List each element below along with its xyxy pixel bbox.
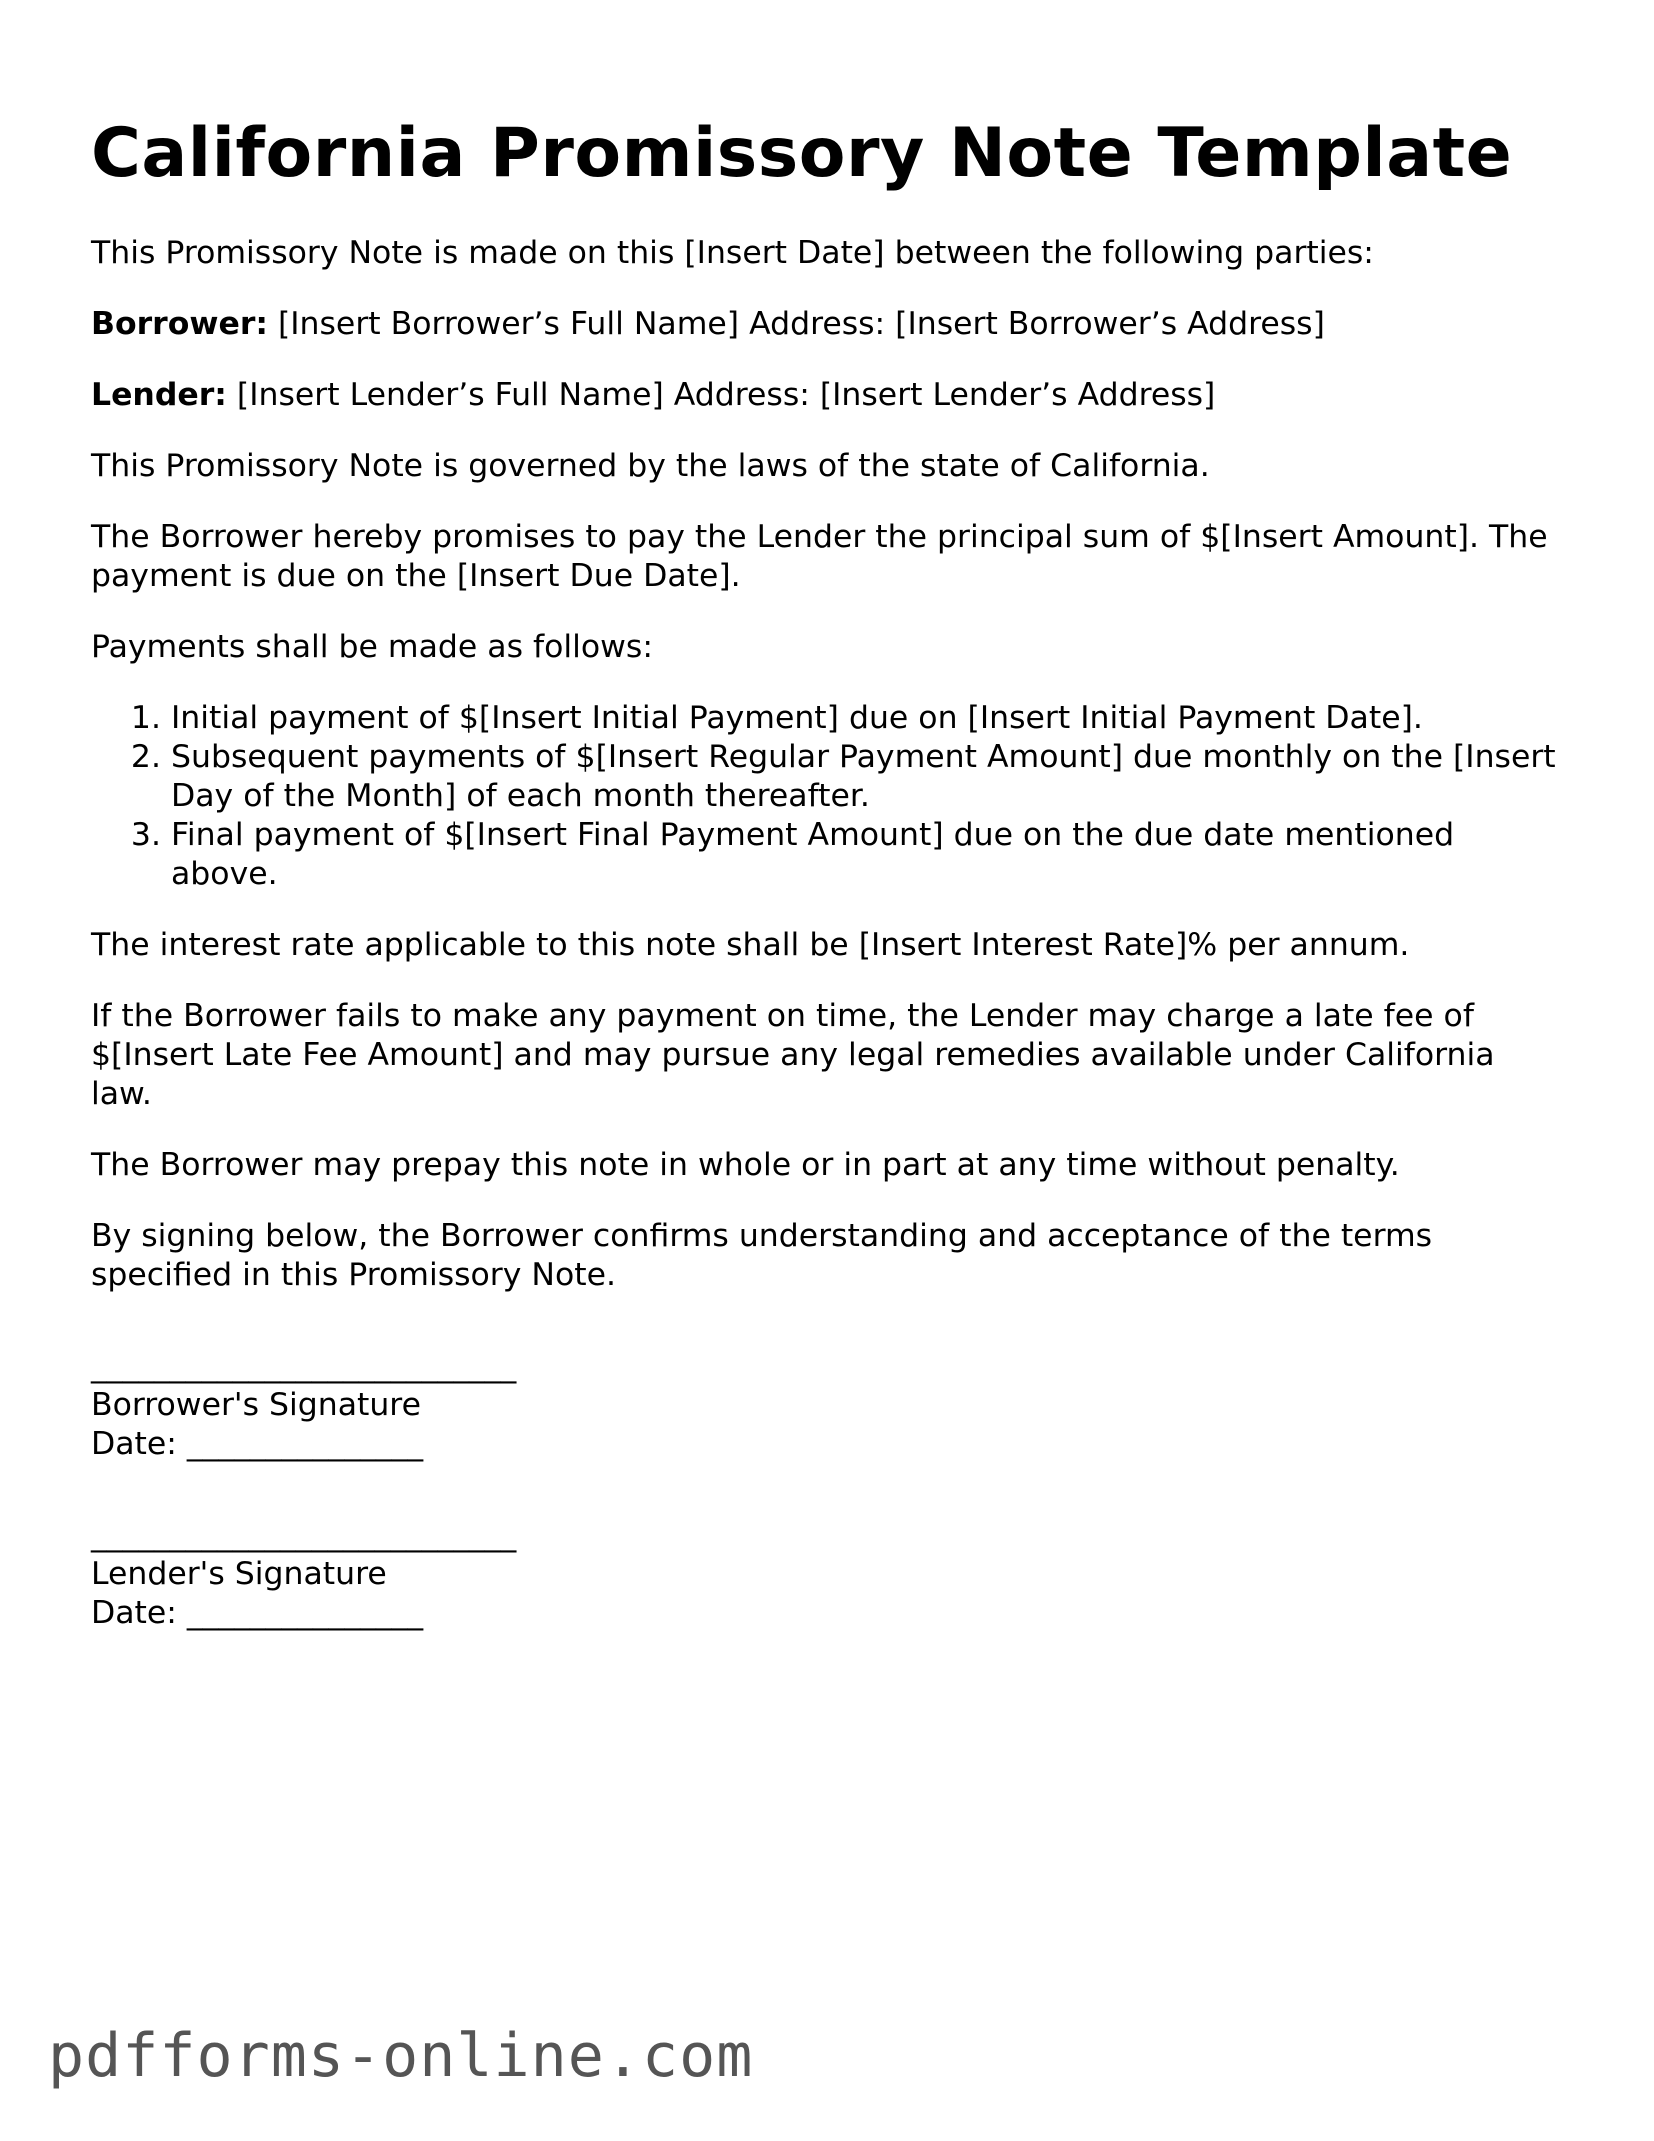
list-item: 1. Initial payment of $[Insert Initial Payment] due on [Insert Initial Payment Date]. [171, 699, 1561, 738]
list-item: 3. Final payment of $[Insert Final Payment Amount] due on the due date mentioned above. [171, 816, 1561, 894]
lender-signature-label: Lender's Signature [91, 1556, 387, 1592]
interest-paragraph: The interest rate applicable to this note shall be [Insert Interest Rate]% per annum. [91, 927, 1410, 963]
borrower-paragraph [91, 305, 1561, 344]
watermark-text: pdfforms-online.com [48, 2021, 754, 2091]
lender-details: [Insert Lender’s Full Name] Address: [Insert Lender’s Address] [226, 377, 1216, 413]
payments-intro: Payments shall be made as follows: [91, 629, 653, 665]
borrower-signature-label: Borrower's Signature [91, 1387, 421, 1423]
borrower-label: Borrower: [91, 306, 268, 342]
prepay-paragraph: The Borrower may prepay this note in whole or in part at any time without penalty. [91, 1147, 1400, 1183]
principal-paragraph: The Borrower hereby promises to pay the Lender the principal sum of $[Insert Amount]. The payment is due on the [Insert Due Date]. [91, 519, 1548, 594]
lender-date-field[interactable]: Date: _______________ [91, 1595, 424, 1631]
borrower-signature-block [91, 1347, 1561, 1464]
intro-paragraph: This Promissory Note is made on this [Insert Date] between the following parties: [91, 235, 1374, 271]
borrower-date-field[interactable]: Date: _______________ [91, 1426, 424, 1462]
lender-signature-line[interactable]: ___________________________ [91, 1517, 517, 1553]
borrower-signature-line[interactable]: ___________________________ [91, 1348, 517, 1384]
borrower-details: [Insert Borrower’s Full Name] Address: [Insert Borrower’s Address] [267, 306, 1325, 342]
late-fee-paragraph: If the Borrower fails to make any payment on time, the Lender may charge a late fee of $[Insert Late Fee Amount] and may pursue any legal remedies available under California law. [91, 998, 1495, 1112]
acceptance-paragraph: By signing below, the Borrower confirms understanding and acceptance of the terms specified in this Promissory Note. [91, 1218, 1433, 1293]
governing-law-paragraph: This Promissory Note is governed by the laws of the state of California. [91, 448, 1210, 484]
lender-label: Lender: [91, 377, 227, 413]
payment-schedule-list [91, 699, 1561, 894]
list-item: 2. Subsequent payments of $[Insert Regular Payment Amount] due monthly on the [Insert Day of the Month] of each month thereafter. [171, 738, 1561, 816]
lender-paragraph [91, 376, 1561, 415]
lender-signature-block [91, 1516, 1561, 1633]
document-page [91, 112, 1561, 1633]
document-title: California Promissory Note Template [91, 114, 1513, 193]
